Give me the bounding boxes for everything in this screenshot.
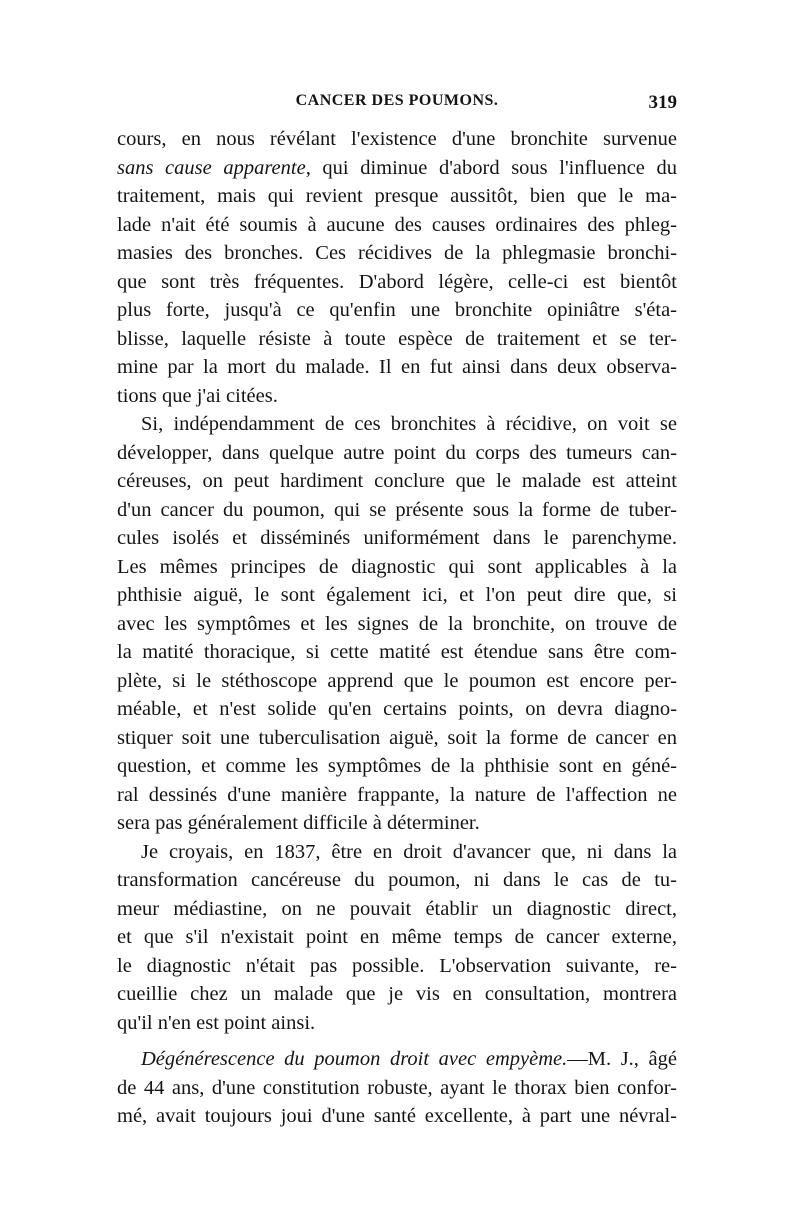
text-line: [117, 239, 677, 268]
text-line: [117, 524, 677, 553]
text-segment: tions que j'ai citées.: [117, 384, 278, 407]
text-line: [117, 325, 677, 354]
text-segment: que sont très fréquentes. D'abord légère, celle-ci est bientôt: [117, 270, 677, 293]
text-line: [117, 1009, 677, 1038]
text-line: [117, 809, 677, 838]
text-segment: mé, avait toujours joui d'une santé excellente, à part une névral-: [117, 1105, 677, 1127]
text-line: [117, 1045, 677, 1074]
text-line: [117, 154, 677, 183]
text-segment: de 44 ans, d'une constitution robuste, ayant le thorax bien confor-: [117, 1076, 677, 1099]
text-segment: sera pas généralement difficile à déterminer.: [117, 812, 480, 834]
text-line: [117, 211, 677, 240]
text-line: [117, 980, 677, 1009]
text-segment: mine par la mort du malade. Il en fut ainsi dans deux observa-: [117, 356, 677, 378]
text-segment: d'un cancer du poumon, qui se présente sous la forme de tuber-: [117, 498, 677, 521]
text-line: [117, 467, 677, 496]
text-segment: Si, indépendamment de ces bronchites à récidive, on voit se: [141, 413, 677, 435]
text-line: [117, 667, 677, 696]
text-line: [117, 895, 677, 924]
text-segment: plète, si le stéthoscope apprend que le poumon est encore per-: [117, 669, 677, 692]
text-segment: développer, dans quelque autre point du corps des tumeurs can-: [117, 441, 677, 464]
text-segment: stiquer soit une tuberculisation aiguë, soit la forme de cancer en: [117, 726, 677, 749]
text-line: [117, 752, 677, 781]
text-line: [117, 296, 677, 325]
text-segment: céreuses, on peut hardiment conclure que le malade est atteint: [117, 470, 677, 492]
text-segment: le diagnostic n'était pas possible. L'observation suivante, re-: [117, 954, 677, 977]
text-segment: transformation cancéreuse du poumon, ni dans le cas de tu-: [117, 869, 677, 891]
text-line: [117, 353, 677, 382]
text-line: [117, 866, 677, 895]
text-segment: Je croyais, en 1837, être en droit d'avancer que, ni dans la: [141, 840, 677, 863]
text-segment: cules isolés et disséminés uniformément dans le parenchyme.: [117, 527, 677, 549]
text-line: [117, 1074, 677, 1103]
text-segment: avec les symptômes et les signes de la bronchite, on trouve de: [117, 612, 677, 635]
text-line: [117, 610, 677, 639]
text-segment: cueillie chez un malade que je vis en consultation, montrera: [117, 983, 677, 1005]
italic-text: Dégénérescence du poumon droit avec empyème.: [141, 1048, 568, 1070]
text-line: [117, 838, 677, 867]
text-line: [117, 724, 677, 753]
text-segment: question, et comme les symptômes de la phthisie sont en géné-: [117, 755, 677, 777]
text-line: [117, 923, 677, 952]
text-line: [117, 1102, 677, 1131]
text-segment: méable, et n'est solide qu'en certains points, on devra diagno-: [117, 698, 677, 720]
text-segment: ral dessinés d'une manière frappante, la nature de l'affection ne: [117, 783, 677, 806]
text-segment: qu'il n'en est point ainsi.: [117, 1011, 316, 1034]
text-line: [117, 638, 677, 667]
text-line: [117, 439, 677, 468]
text-segment: masies des bronches. Ces récidives de la phlegmasie bronchi-: [117, 242, 677, 264]
text-line: [117, 268, 677, 297]
running-head: [117, 92, 677, 114]
italic-text: sans cause apparente: [117, 156, 306, 179]
body-text: [117, 125, 677, 1131]
text-line: [117, 781, 677, 810]
text-segment: meur médiastine, on ne pouvait établir un diagnostic direct,: [117, 897, 677, 920]
text-segment: —M. J., âgé: [567, 1048, 677, 1070]
text-line: [117, 581, 677, 610]
page-number: 319: [648, 92, 677, 113]
text-line: [117, 410, 677, 439]
text-segment: , qui diminue d'abord sous l'influence du: [305, 156, 677, 179]
text-segment: la matité thoracique, si cette matité est étendue sans être com-: [117, 641, 677, 663]
text-line: [117, 125, 677, 154]
text-line: [117, 695, 677, 724]
text-segment: et que s'il n'existait point en même temps de cancer externe,: [117, 926, 677, 948]
text-line: [117, 553, 677, 582]
text-line: [117, 182, 677, 211]
text-segment: Les mêmes principes de diagnostic qui sont applicables à la: [117, 555, 677, 578]
text-line: [117, 952, 677, 981]
text-segment: lade n'ait été soumis à aucune des causes ordinaires des phleg-: [117, 213, 677, 236]
text-segment: plus forte, jusqu'à ce qu'enfin une bronchite opiniâtre s'éta-: [117, 299, 677, 321]
text-line: [117, 496, 677, 525]
text-segment: blisse, laquelle résiste à toute espèce de traitement et se ter-: [117, 327, 677, 350]
text-segment: cours, en nous révélant l'existence d'une bronchite survenue: [117, 128, 677, 150]
text-line: [117, 382, 677, 411]
text-segment: traitement, mais qui revient presque aussitôt, bien que le ma-: [117, 185, 677, 207]
text-segment: phthisie aiguë, le sont également ici, et l'on peut dire que, si: [117, 584, 677, 606]
running-title: CANCER DES POUMONS.: [295, 92, 499, 109]
